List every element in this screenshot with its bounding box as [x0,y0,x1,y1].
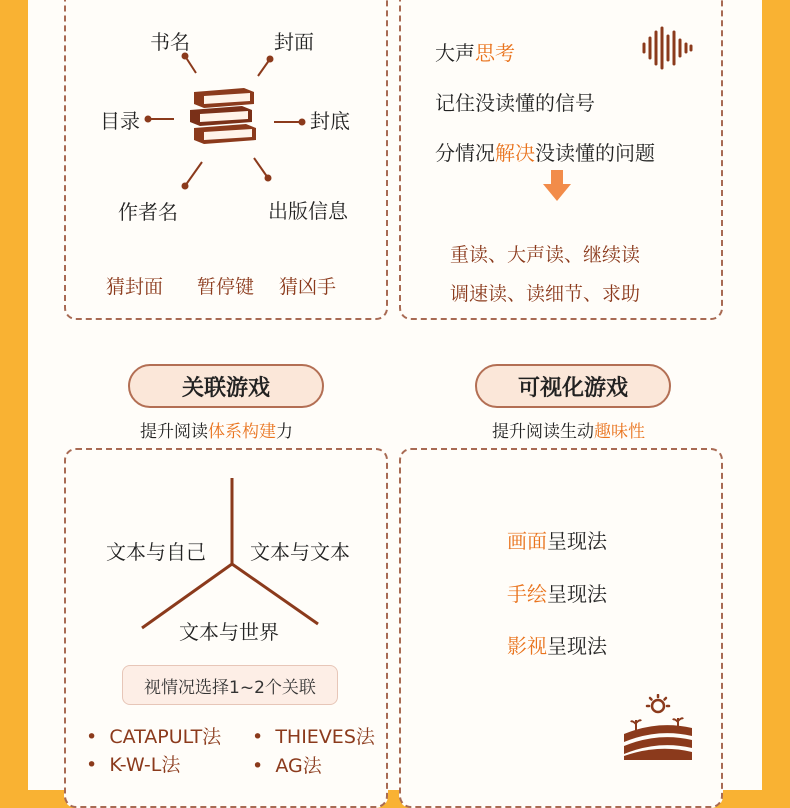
method-list-item: • CATAPULT法 [86,726,222,748]
visual-method-item: 影视呈现法 [507,634,607,658]
remember-signal-line: 记住没读懂的信号 [435,91,595,115]
association-note: 视情况选择1~2个关联 [122,665,338,705]
reading-methods-row-1: 重读、大声读、继续读 [450,244,641,266]
solve-problem-line: 分情况解决没读懂的问题 [435,141,655,165]
visualization-game-title: 可视化游戏 [475,364,671,408]
game-pause-key: 暂停键 [197,276,255,298]
book-stack-icon [188,82,260,146]
label-author: 作者名 [118,200,178,224]
sound-wave-icon [641,26,693,70]
visualization-game-subtitle: 提升阅读生动趣味性 [492,422,645,442]
arrow-down-icon [543,170,571,202]
visual-method-item: 手绘呈现法 [507,582,607,606]
label-publication: 出版信息 [268,199,348,223]
game-guess-culprit: 猜凶手 [279,276,337,298]
think-aloud-line: 大声思考 [435,41,515,65]
landscape-sun-icon [622,694,694,760]
method-list-item: • AG法 [252,755,322,777]
text-to-self-label: 文本与自己 [106,540,206,564]
game-guess-cover: 猜封面 [106,276,164,298]
label-toc: 目录 [100,109,140,133]
reading-methods-row-2: 调速读、读细节、求助 [450,283,641,305]
method-list-item: • K-W-L法 [86,754,181,776]
label-back-cover: 封底 [310,109,350,133]
label-title: 书名 [150,30,190,54]
visual-method-item: 画面呈现法 [507,529,607,553]
label-cover: 封面 [274,30,314,54]
method-list-item: • THIEVES法 [252,726,375,748]
text-to-text-label: 文本与文本 [250,540,350,564]
text-to-world-label: 文本与世界 [179,620,279,644]
association-game-subtitle: 提升阅读体系构建力 [140,422,293,442]
association-game-title: 关联游戏 [128,364,324,408]
